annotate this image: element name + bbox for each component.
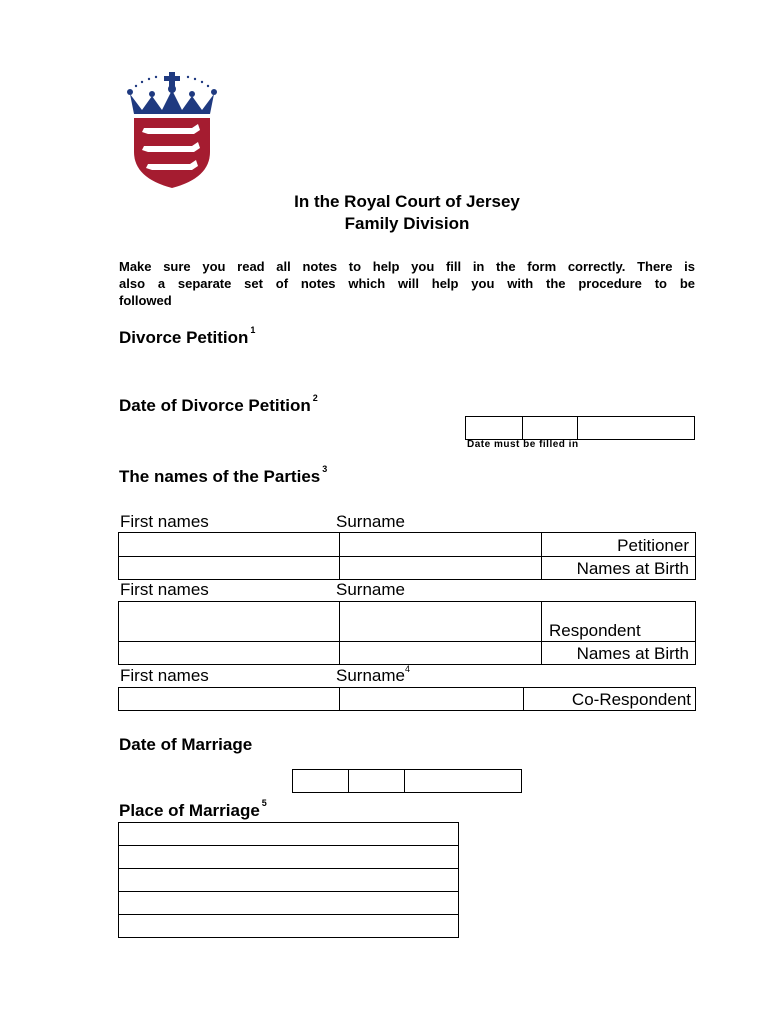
co-respondent-first-names-label: First names bbox=[120, 666, 209, 685]
jersey-crest-icon bbox=[122, 70, 222, 190]
parties-heading: The names of the Parties $^3$ bbox=[119, 464, 328, 486]
respondent-birth-first-names-field[interactable] bbox=[118, 641, 340, 665]
place-of-marriage-line-5[interactable] bbox=[118, 914, 459, 938]
court-title: In the Royal Court of Jersey bbox=[294, 192, 520, 211]
date-of-marriage-heading: Date of Marriage bbox=[119, 735, 253, 754]
petitioner-surname-field[interactable] bbox=[339, 532, 542, 557]
respondent-surname-field[interactable] bbox=[339, 601, 542, 642]
respondent-names-at-birth-label: Names at Birth bbox=[541, 641, 696, 665]
co-respondent-first-names-field[interactable] bbox=[118, 687, 340, 711]
respondent-label-cell bbox=[541, 601, 696, 642]
petition-date-year-field[interactable] bbox=[577, 416, 695, 440]
place-of-marriage-heading: Place of Marriage $^5$ bbox=[119, 798, 267, 820]
petitioner-birth-surname-field[interactable] bbox=[339, 556, 542, 580]
intro-text: Make sure you read all notes to help you fill in the form correctly. There is also a separate set of notes which will help you with the procedure to be followed bbox=[119, 259, 695, 308]
marriage-date-day-field[interactable] bbox=[292, 769, 349, 793]
place-of-marriage-line-2[interactable] bbox=[118, 845, 459, 869]
petitioner-first-names-label: First names bbox=[120, 512, 209, 531]
petitioner-surname-label: Surname bbox=[336, 512, 405, 531]
respondent-birth-surname-field[interactable] bbox=[339, 641, 542, 665]
co-respondent-label: Co-Respondent bbox=[523, 687, 696, 711]
place-of-marriage-line-4[interactable] bbox=[118, 891, 459, 915]
co-respondent-surname-field[interactable] bbox=[339, 687, 524, 711]
marriage-date-year-field[interactable] bbox=[404, 769, 522, 793]
divorce-petition-heading: Divorce Petition $^1$ bbox=[119, 325, 256, 347]
date-of-petition-heading: Date of Divorce Petition $^2$ bbox=[119, 393, 318, 415]
division-title: Family Division bbox=[344, 214, 470, 233]
respondent-first-names-label: First names bbox=[120, 580, 209, 599]
marriage-date-month-field[interactable] bbox=[348, 769, 405, 793]
petition-date-month-field[interactable] bbox=[522, 416, 578, 440]
petitioner-first-names-field[interactable] bbox=[118, 532, 340, 557]
petitioner-birth-first-names-field[interactable] bbox=[118, 556, 340, 580]
petitioner-names-at-birth-label: Names at Birth bbox=[541, 556, 696, 580]
co-respondent-surname-label: Surname$^4$ bbox=[336, 664, 410, 685]
date-caption: Date must be filled in bbox=[467, 439, 579, 450]
petition-date-day-field[interactable] bbox=[465, 416, 523, 440]
respondent-first-names-field[interactable] bbox=[118, 601, 340, 642]
place-of-marriage-line-3[interactable] bbox=[118, 868, 459, 892]
place-of-marriage-line-1[interactable] bbox=[118, 822, 459, 846]
respondent-label: Respondent bbox=[549, 621, 641, 640]
petitioner-label: Petitioner bbox=[541, 532, 696, 557]
respondent-surname-label: Surname bbox=[336, 580, 405, 599]
